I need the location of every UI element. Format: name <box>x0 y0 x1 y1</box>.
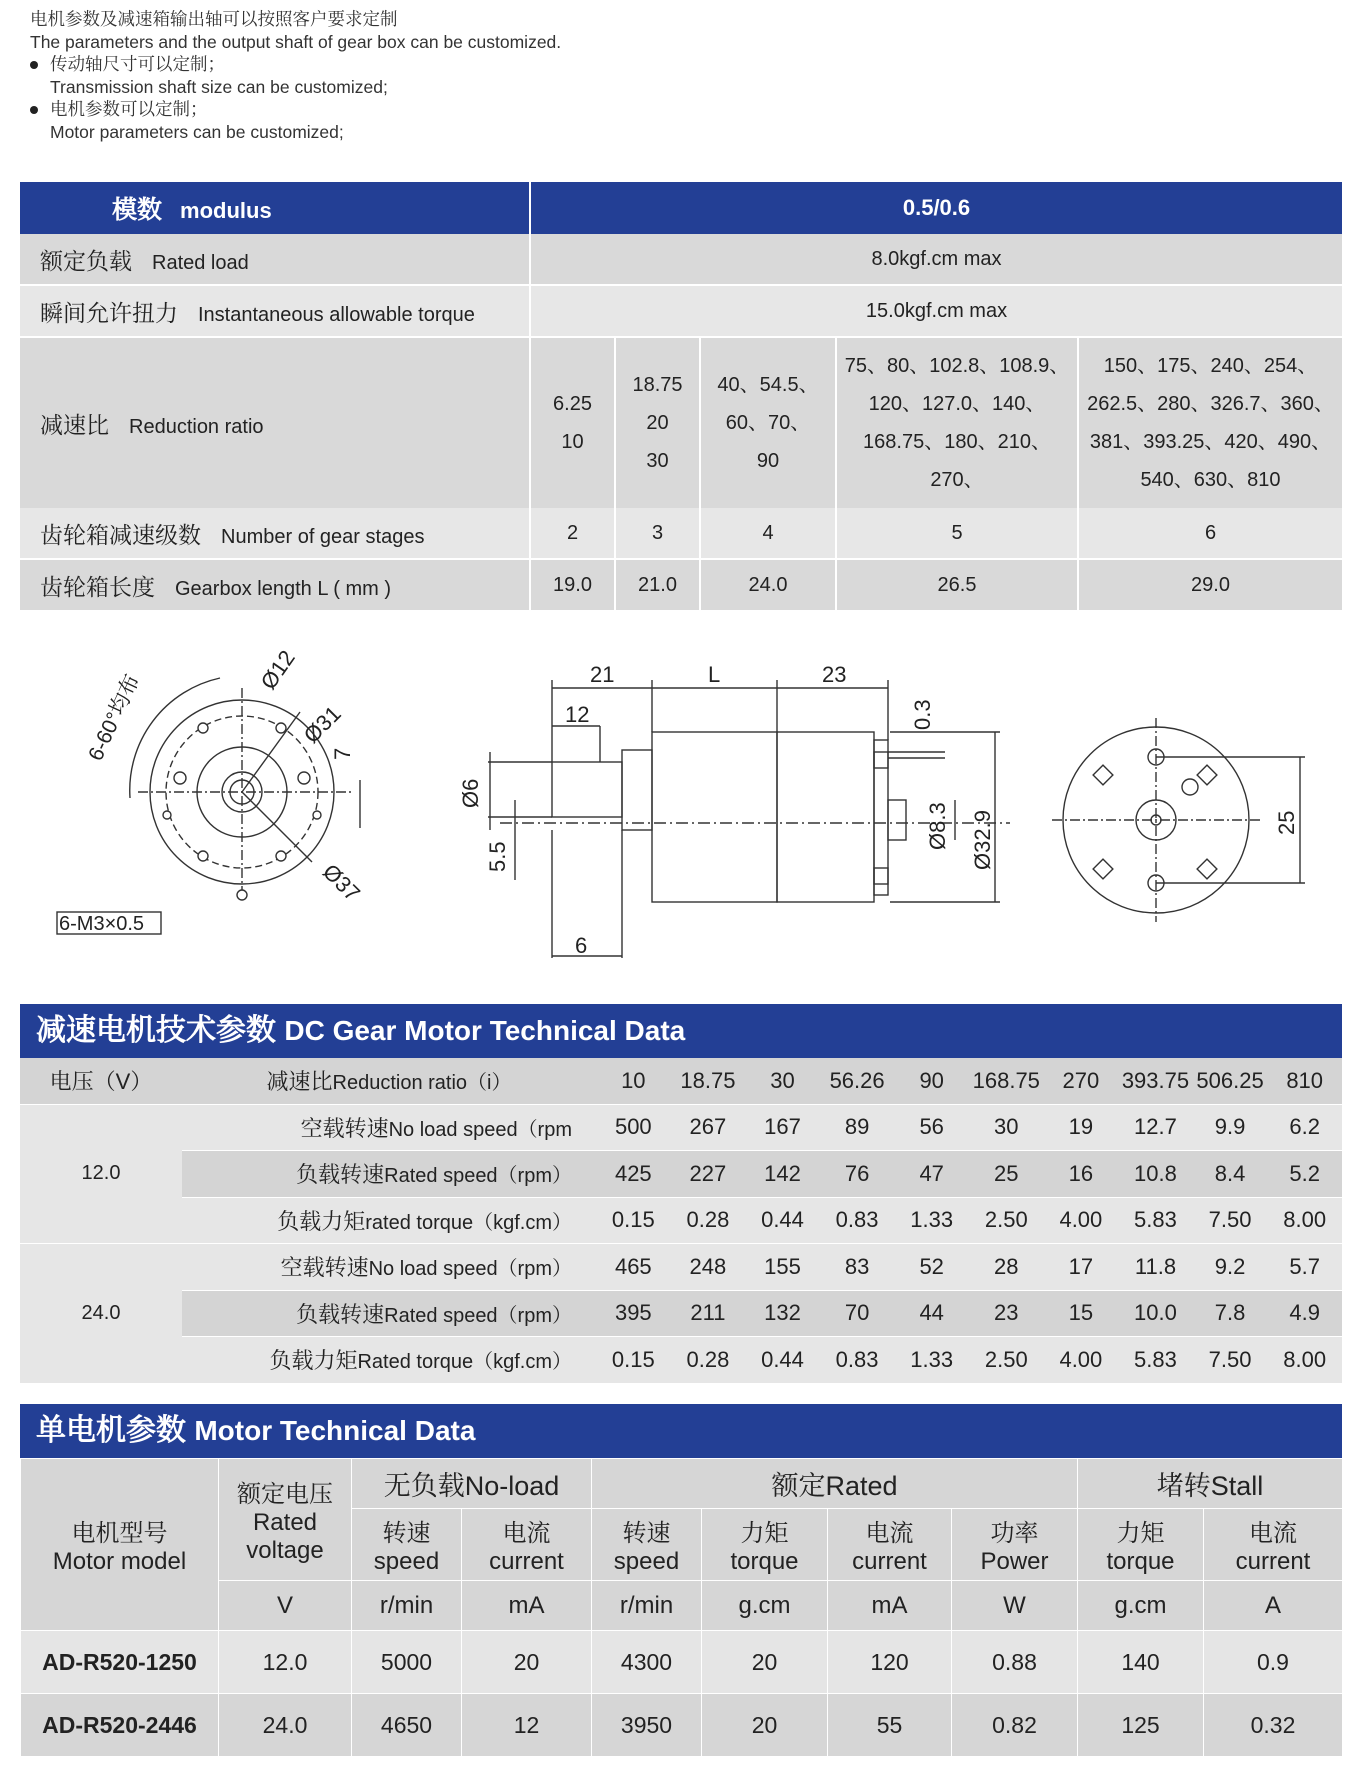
sub-header-cn: 力矩 <box>740 1520 789 1547</box>
sub-header-cn: 转速 <box>382 1520 431 1547</box>
motor-table <box>20 1458 1343 1757</box>
value-cell: 5.83 <box>1118 1197 1193 1244</box>
value-cell: 47 <box>894 1151 969 1198</box>
value-cell: 0.32 <box>1204 1694 1343 1757</box>
bullet-1-cn: 传动轴尺寸可以定制； <box>50 54 225 74</box>
sub-header-en: Power <box>980 1548 1049 1575</box>
value-cell: 142 <box>745 1151 820 1198</box>
table-row <box>20 1337 1342 1384</box>
bullet-1 <box>30 53 561 98</box>
value-cell: 6.2 <box>1267 1104 1342 1151</box>
stages-val: 5 <box>836 508 1078 559</box>
table-row <box>20 1151 1342 1198</box>
stall-header: 堵转Stall <box>1078 1459 1343 1509</box>
dim-21: 21 <box>590 662 615 687</box>
sub-header-en: speed <box>373 1548 440 1575</box>
sub-header <box>702 1509 828 1581</box>
row-label-cn: 负载力矩 <box>269 1348 358 1374</box>
value-cell: 248 <box>671 1244 746 1291</box>
value-cell: 0.88 <box>952 1631 1078 1694</box>
row-label-en: No load speed（rpm） <box>368 1258 573 1281</box>
noload-header: 无负载No-load <box>352 1459 592 1509</box>
value-cell: 4.00 <box>1044 1337 1119 1384</box>
stages-label: 齿轮箱减速级数 Number of gear stages <box>20 508 530 559</box>
value-cell: 0.83 <box>820 1197 895 1244</box>
value-cell: 120 <box>828 1631 952 1694</box>
sub-header-cn: 力矩 <box>1116 1520 1165 1547</box>
value-cell: 227 <box>671 1151 746 1198</box>
value-cell: 465 <box>596 1244 671 1291</box>
sub-header-en: current <box>1235 1548 1311 1575</box>
sub-header-cn: 电流 <box>502 1520 551 1547</box>
unit-cell: W <box>952 1581 1078 1631</box>
sub-header-en: torque <box>1106 1548 1175 1575</box>
value-cell: 55 <box>828 1694 952 1757</box>
back-view <box>1052 718 1305 922</box>
unit-cell: g.cm <box>702 1581 828 1631</box>
table-row <box>21 1694 1343 1757</box>
row-label-cn: 负载转速 <box>296 1301 385 1327</box>
bullet-2-en: Motor parameters can be customized; <box>50 121 344 142</box>
unit-cell: V <box>219 1581 352 1631</box>
dim-12: 12 <box>565 702 590 727</box>
row-label-cn: 负载转速 <box>296 1162 385 1188</box>
length-val: 21.0 <box>615 559 700 611</box>
intro-block <box>30 8 561 143</box>
dim-L: L <box>708 662 721 687</box>
gear-motor-table <box>20 1058 1342 1384</box>
unit-cell: g.cm <box>1078 1581 1204 1631</box>
value-cell: 8.00 <box>1267 1197 1342 1244</box>
dim-25: 25 <box>1274 810 1299 835</box>
unit-cell: mA <box>828 1581 952 1631</box>
value-cell: 395 <box>596 1290 671 1337</box>
value-cell: 140 <box>1078 1631 1204 1694</box>
dim-d31: Ø31 <box>298 700 346 749</box>
value-cell: 7.50 <box>1193 1337 1268 1384</box>
sub-header <box>1078 1509 1204 1581</box>
row-label <box>182 1197 596 1244</box>
bullet-dot-icon <box>30 61 38 69</box>
intro-line-cn: 电机参数及减速箱输出轴可以按照客户要求定制 <box>30 9 398 29</box>
rated-header: 额定Rated <box>592 1459 1078 1509</box>
dim-d37: Ø37 <box>317 859 366 907</box>
value-cell: 1.33 <box>894 1197 969 1244</box>
row-label <box>182 1337 596 1384</box>
torque-value: 15.0kgf.cm max <box>530 285 1342 337</box>
value-cell: 0.83 <box>820 1337 895 1384</box>
value-cell: 17 <box>1044 1244 1119 1291</box>
dim-angle: 6-60°均布 <box>84 670 145 765</box>
value-cell: 20 <box>702 1694 828 1757</box>
value-cell: 12 <box>462 1694 592 1757</box>
table-row <box>20 1244 1342 1291</box>
value-cell: 83 <box>820 1244 895 1291</box>
value-cell: 7.50 <box>1193 1197 1268 1244</box>
ratio-hdr-val: 56.26 <box>820 1058 895 1104</box>
value-cell: 0.15 <box>596 1337 671 1384</box>
dim-55: 5.5 <box>485 841 510 872</box>
value-cell: 4650 <box>352 1694 462 1757</box>
value-cell: 56 <box>894 1104 969 1151</box>
sub-header-en: speed <box>613 1548 680 1575</box>
row-label-cn: 空载转速 <box>300 1115 389 1141</box>
voltage-cell: 24.0 <box>20 1244 182 1384</box>
sub-header-cn: 电流 <box>865 1520 914 1547</box>
unit-cell: A <box>1204 1581 1343 1631</box>
length-label: 齿轮箱长度 Gearbox length L ( mm ) <box>20 559 530 611</box>
row-label <box>182 1151 596 1198</box>
value-cell: 0.15 <box>596 1197 671 1244</box>
technical-drawing <box>0 640 1362 970</box>
value-cell: 70 <box>820 1290 895 1337</box>
row-label-en: No load speed（rpm <box>388 1118 573 1141</box>
dim-d6: Ø6 <box>458 778 483 808</box>
value-cell: 0.28 <box>671 1337 746 1384</box>
sub-header <box>828 1509 952 1581</box>
ratio-hdr-val: 506.25 <box>1193 1058 1268 1104</box>
ratio-hdr-val: 393.75 <box>1118 1058 1193 1104</box>
sub-header-en: current <box>489 1548 564 1575</box>
sub-header <box>352 1509 462 1581</box>
value-cell: 28 <box>969 1244 1044 1291</box>
table-row <box>20 1290 1342 1337</box>
value-cell: 2.50 <box>969 1197 1044 1244</box>
value-cell: 20 <box>702 1631 828 1694</box>
length-val: 26.5 <box>836 559 1078 611</box>
value-cell: 30 <box>969 1104 1044 1151</box>
value-cell: 425 <box>596 1151 671 1198</box>
sub-header-cn: 功率 <box>990 1520 1039 1547</box>
value-cell: 20 <box>462 1631 592 1694</box>
stages-val: 2 <box>530 508 615 559</box>
row-label-en: Rated speed（rpm） <box>384 1304 573 1327</box>
value-cell: 23 <box>969 1290 1044 1337</box>
ratio-label: 减速比 Reduction ratio <box>20 337 530 508</box>
modulus-value: 0.5/0.6 <box>530 182 1342 234</box>
sub-header-en: current <box>852 1548 927 1575</box>
table-row <box>20 1104 1342 1151</box>
dim-7: 7 <box>330 747 355 760</box>
value-cell: 12.7 <box>1118 1104 1193 1151</box>
row-label-cn: 空载转速 <box>280 1255 369 1281</box>
value-cell: 25 <box>969 1151 1044 1198</box>
dim-6b: 6 <box>575 933 588 958</box>
side-view <box>458 662 1010 958</box>
ratio-hdr-val: 18.75 <box>671 1058 746 1104</box>
intro-line-en: The parameters and the output shaft of gear box can be customized. <box>30 31 562 52</box>
unit-cell: mA <box>462 1581 592 1631</box>
gear-motor-section-title: 减速电机技术参数 DC Gear Motor Technical Data <box>20 1004 1342 1058</box>
value-cell: 3950 <box>592 1694 702 1757</box>
row-label-en: Rated speed（rpm） <box>384 1165 573 1188</box>
dim-23: 23 <box>822 662 847 687</box>
value-cell: 0.9 <box>1204 1631 1343 1694</box>
voltage-cell: 12.0 <box>20 1104 182 1244</box>
ratio-hdr-val: 30 <box>745 1058 820 1104</box>
ratio-hdr-val: 168.75 <box>969 1058 1044 1104</box>
value-cell: 9.9 <box>1193 1104 1268 1151</box>
value-cell: 16 <box>1044 1151 1119 1198</box>
table-row <box>20 1197 1342 1244</box>
sub-header-cn: 电流 <box>1249 1520 1297 1547</box>
value-cell: 4.9 <box>1267 1290 1342 1337</box>
value-cell: 52 <box>894 1244 969 1291</box>
sub-header-en: torque <box>730 1548 799 1575</box>
ratio-hdr-val: 810 <box>1267 1058 1342 1104</box>
value-cell: 10.8 <box>1118 1151 1193 1198</box>
dim-d83: Ø8.3 <box>925 802 950 850</box>
bullet-1-en: Transmission shaft size can be customized; <box>50 76 388 97</box>
value-cell: 5.83 <box>1118 1337 1193 1384</box>
dim-thread: 6-M3×0.5 <box>59 913 145 935</box>
value-cell: 0.44 <box>745 1197 820 1244</box>
row-label <box>182 1290 596 1337</box>
ratio-col-5: 150、175、240、254、 262.5、280、326.7、360、 381、393.25、420、490、 540、630、810 <box>1078 337 1342 508</box>
sub-header <box>462 1509 592 1581</box>
sub-header <box>592 1509 702 1581</box>
value-cell: 0.44 <box>745 1337 820 1384</box>
bullet-2-cn: 电机参数可以定制； <box>50 99 208 119</box>
value-cell: 132 <box>745 1290 820 1337</box>
model-cell: AD-R520-1250 <box>21 1631 219 1694</box>
ratio-col-4: 75、80、102.8、108.9、 120、127.0、140、 168.75、180、210、 270、 <box>836 337 1078 508</box>
value-cell: 167 <box>745 1104 820 1151</box>
rated-load-label: 额定负载 Rated load <box>20 234 530 285</box>
value-cell: 5.7 <box>1267 1244 1342 1291</box>
voltage-header: 电压（V） <box>20 1058 182 1104</box>
value-cell: 8.4 <box>1193 1151 1268 1198</box>
dim-d12: Ø12 <box>255 645 300 695</box>
torque-label: 瞬间允许扭力 Instantaneous allowable torque <box>20 285 530 337</box>
length-val: 24.0 <box>700 559 836 611</box>
dim-d329: Ø32.9 <box>970 810 995 870</box>
ratio-col-1: 6.25 10 <box>530 337 615 508</box>
value-cell: 76 <box>820 1151 895 1198</box>
dim-03: 0.3 <box>910 699 935 730</box>
voltage-header: 额定电压 Rated voltage <box>219 1459 352 1581</box>
sub-header-cn: 转速 <box>622 1520 671 1547</box>
value-cell: 11.8 <box>1118 1244 1193 1291</box>
value-cell: 15 <box>1044 1290 1119 1337</box>
stages-val: 3 <box>615 508 700 559</box>
value-cell: 267 <box>671 1104 746 1151</box>
value-cell: 211 <box>671 1290 746 1337</box>
rated-load-value: 8.0kgf.cm max <box>530 234 1342 285</box>
value-cell: 4300 <box>592 1631 702 1694</box>
value-cell: 10.0 <box>1118 1290 1193 1337</box>
row-label-en: Rated torque（kgf.cm） <box>357 1351 573 1374</box>
motor-section-title: 单电机参数 Motor Technical Data <box>20 1404 1342 1458</box>
ratio-hdr-val: 270 <box>1044 1058 1119 1104</box>
bullet-dot-icon <box>30 106 38 114</box>
length-val: 29.0 <box>1078 559 1342 611</box>
value-cell: 500 <box>596 1104 671 1151</box>
value-cell: 5000 <box>352 1631 462 1694</box>
bullet-2 <box>30 98 561 143</box>
value-cell: 8.00 <box>1267 1337 1342 1384</box>
ratio-col-3: 40、54.5、 60、70、 90 <box>700 337 836 508</box>
stages-val: 6 <box>1078 508 1342 559</box>
value-cell: 125 <box>1078 1694 1204 1757</box>
unit-cell: r/min <box>352 1581 462 1631</box>
value-cell: 2.50 <box>969 1337 1044 1384</box>
value-cell: 12.0 <box>219 1631 352 1694</box>
length-val: 19.0 <box>530 559 615 611</box>
gearbox-spec-table <box>20 182 1342 612</box>
front-view <box>57 646 365 935</box>
ratio-hdr-val: 10 <box>596 1058 671 1104</box>
value-cell: 5.2 <box>1267 1151 1342 1198</box>
row-label-cn: 负载力矩 <box>277 1208 366 1234</box>
value-cell: 0.82 <box>952 1694 1078 1757</box>
row-label-en: rated torque（kgf.cm） <box>365 1211 573 1234</box>
value-cell: 1.33 <box>894 1337 969 1384</box>
stages-val: 4 <box>700 508 836 559</box>
modulus-header: 模数 modulus <box>20 182 530 234</box>
value-cell: 24.0 <box>219 1694 352 1757</box>
value-cell: 89 <box>820 1104 895 1151</box>
model-cell: AD-R520-2446 <box>21 1694 219 1757</box>
model-header: 电机型号 Motor model <box>21 1459 219 1631</box>
value-cell: 44 <box>894 1290 969 1337</box>
value-cell: 19 <box>1044 1104 1119 1151</box>
ratio-col-2: 18.75 20 30 <box>615 337 700 508</box>
value-cell: 4.00 <box>1044 1197 1119 1244</box>
value-cell: 9.2 <box>1193 1244 1268 1291</box>
ratio-header: 减速比Reduction ratio（i） <box>182 1058 596 1104</box>
unit-cell: r/min <box>592 1581 702 1631</box>
value-cell: 7.8 <box>1193 1290 1268 1337</box>
value-cell: 0.28 <box>671 1197 746 1244</box>
row-label <box>182 1244 596 1291</box>
sub-header <box>952 1509 1078 1581</box>
value-cell: 155 <box>745 1244 820 1291</box>
table-row <box>21 1631 1343 1694</box>
sub-header <box>1204 1509 1343 1581</box>
ratio-hdr-val: 90 <box>894 1058 969 1104</box>
row-label <box>182 1104 596 1151</box>
